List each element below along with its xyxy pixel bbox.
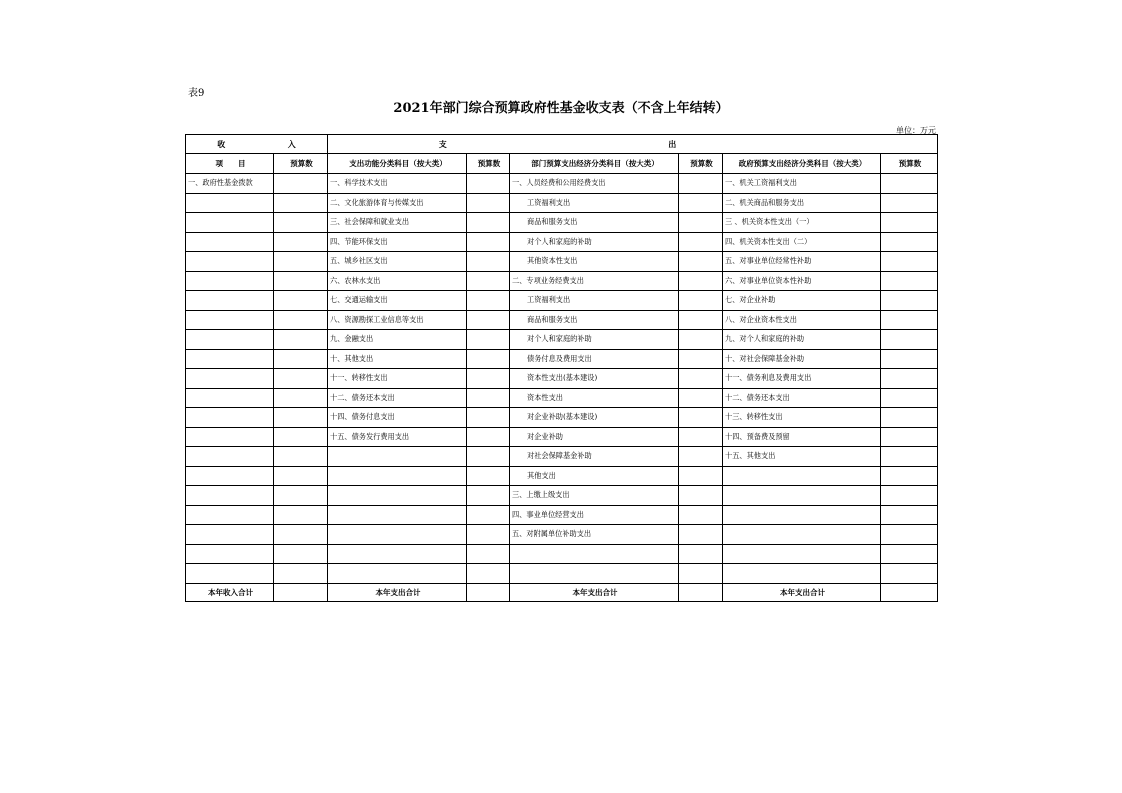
- gov-budget-cell: [881, 427, 938, 447]
- gov-budget-cell: [881, 525, 938, 545]
- gov-item-cell: 五、对事业单位经常性补助: [723, 252, 881, 272]
- func-item-cell: [328, 486, 467, 506]
- income-budget-cell: [274, 330, 328, 350]
- unit-label: 单位：万元: [896, 126, 936, 135]
- func-item-cell: 十四、债务付息支出: [328, 408, 467, 428]
- table-row: [186, 525, 938, 545]
- table-row: [186, 252, 938, 272]
- column-header-row: [186, 154, 938, 174]
- gov-budget-cell: [881, 232, 938, 252]
- func-item-cell: 六、农林水支出: [328, 271, 467, 291]
- dept-budget-cell: [679, 388, 723, 408]
- table-row: [186, 232, 938, 252]
- gov-item-cell: [723, 525, 881, 545]
- gov-item-cell: 一、机关工资福利支出: [723, 174, 881, 194]
- func-budget-cell: [467, 466, 510, 486]
- func-item-cell: 十二、债务还本支出: [328, 388, 467, 408]
- income-item-cell: [186, 349, 274, 369]
- table-row: [186, 466, 938, 486]
- dept-budget-cell: [679, 291, 723, 311]
- func-item-cell: [328, 564, 467, 584]
- func-budget-cell: [467, 213, 510, 233]
- func-budget-cell: [467, 232, 510, 252]
- income-budget-cell: [274, 369, 328, 389]
- income-item-cell: [186, 271, 274, 291]
- dept-budget-cell: [679, 349, 723, 369]
- func-item-cell: 二、文化旅游体育与传媒支出: [328, 193, 467, 213]
- gov-budget-cell: [881, 291, 938, 311]
- income-item-cell: [186, 564, 274, 584]
- income-budget-cell: [274, 388, 328, 408]
- dept-item-cell: [510, 564, 679, 584]
- func-budget-cell: [467, 447, 510, 467]
- income-item-cell: [186, 447, 274, 467]
- income-item-cell: [186, 505, 274, 525]
- table-row: [186, 330, 938, 350]
- income-item-cell: [186, 427, 274, 447]
- col-header-budget-4: 预算数: [881, 154, 938, 174]
- col-header-dept-econ: 部门预算支出经济分类科目（按大类）: [510, 154, 679, 174]
- gov-item-cell: 十二、债务还本支出: [723, 388, 881, 408]
- income-item-cell: [186, 193, 274, 213]
- gov-total-value: [881, 583, 938, 601]
- func-item-cell: [328, 525, 467, 545]
- table-row: [186, 193, 938, 213]
- func-budget-cell: [467, 193, 510, 213]
- gov-budget-cell: [881, 252, 938, 272]
- gov-item-cell: 三 、机关资本性支出（一）: [723, 213, 881, 233]
- func-item-cell: [328, 447, 467, 467]
- func-budget-cell: [467, 486, 510, 506]
- col-header-budget-2: 预算数: [467, 154, 510, 174]
- expense-header-char-1: 支: [438, 139, 447, 149]
- dept-budget-cell: [679, 310, 723, 330]
- income-budget-cell: [274, 564, 328, 584]
- header-row-group: [186, 135, 938, 154]
- dept-item-cell: 对企业补助: [510, 427, 679, 447]
- total-row: [186, 583, 938, 601]
- income-budget-cell: [274, 408, 328, 428]
- dept-budget-cell: [679, 271, 723, 291]
- dept-total-label: 本年支出合计: [510, 583, 679, 601]
- dept-budget-cell: [679, 486, 723, 506]
- func-budget-cell: [467, 291, 510, 311]
- table-row: [186, 408, 938, 428]
- dept-item-cell: 四、事业单位经营支出: [510, 505, 679, 525]
- func-item-cell: 四、节能环保支出: [328, 232, 467, 252]
- income-item-cell: [186, 544, 274, 564]
- dept-item-cell: 一、人员经费和公用经费支出: [510, 174, 679, 194]
- func-item-cell: 三、社会保障和就业支出: [328, 213, 467, 233]
- gov-budget-cell: [881, 349, 938, 369]
- func-budget-cell: [467, 408, 510, 428]
- income-budget-cell: [274, 486, 328, 506]
- func-total-value: [467, 583, 510, 601]
- dept-budget-cell: [679, 505, 723, 525]
- gov-item-cell: 二、机关商品和服务支出: [723, 193, 881, 213]
- func-budget-cell: [467, 349, 510, 369]
- income-budget-cell: [274, 447, 328, 467]
- dept-item-cell: 资本性支出(基本建设): [510, 369, 679, 389]
- income-header-char-1: 收: [217, 139, 226, 149]
- income-item-cell: [186, 388, 274, 408]
- income-budget-cell: [274, 505, 328, 525]
- dept-item-cell: 债务付息及费用支出: [510, 349, 679, 369]
- func-budget-cell: [467, 525, 510, 545]
- dept-item-cell: 其他支出: [510, 466, 679, 486]
- gov-budget-cell: [881, 310, 938, 330]
- dept-total-value: [679, 583, 723, 601]
- gov-item-cell: 十五、其他支出: [723, 447, 881, 467]
- gov-budget-cell: [881, 369, 938, 389]
- income-item-cell: [186, 408, 274, 428]
- dept-item-cell: 资本性支出: [510, 388, 679, 408]
- income-budget-cell: [274, 466, 328, 486]
- dept-budget-cell: [679, 252, 723, 272]
- func-budget-cell: [467, 252, 510, 272]
- table-row: [186, 271, 938, 291]
- col-header-budget-3: 预算数: [679, 154, 723, 174]
- table-row: [186, 213, 938, 233]
- income-total-value: [274, 583, 328, 601]
- dept-item-cell: 工资福利支出: [510, 193, 679, 213]
- table-row: [186, 310, 938, 330]
- table-number: 表9: [188, 88, 205, 99]
- dept-item-cell: 对企业补助(基本建设): [510, 408, 679, 428]
- func-budget-cell: [467, 271, 510, 291]
- gov-budget-cell: [881, 505, 938, 525]
- income-budget-cell: [274, 291, 328, 311]
- income-item-cell: [186, 213, 274, 233]
- col-header-gov-econ: 政府预算支出经济分类科目（按大类）: [723, 154, 881, 174]
- func-item-cell: [328, 544, 467, 564]
- dept-budget-cell: [679, 174, 723, 194]
- dept-budget-cell: [679, 213, 723, 233]
- table-row: [186, 447, 938, 467]
- gov-item-cell: 四、机关资本性支出（二）: [723, 232, 881, 252]
- gov-budget-cell: [881, 486, 938, 506]
- table-row: [186, 174, 938, 194]
- dept-item-cell: 商品和服务支出: [510, 213, 679, 233]
- income-item-cell: [186, 252, 274, 272]
- gov-item-cell: 九、对个人和家庭的补助: [723, 330, 881, 350]
- dept-budget-cell: [679, 427, 723, 447]
- gov-budget-cell: [881, 330, 938, 350]
- gov-item-cell: 六、对事业单位资本性补助: [723, 271, 881, 291]
- income-item-cell: [186, 486, 274, 506]
- dept-item-cell: 商品和服务支出: [510, 310, 679, 330]
- gov-budget-cell: [881, 447, 938, 467]
- dept-item-cell: 工资福利支出: [510, 291, 679, 311]
- income-item-cell: [186, 369, 274, 389]
- gov-item-cell: [723, 466, 881, 486]
- table-row: [186, 369, 938, 389]
- gov-budget-cell: [881, 564, 938, 584]
- func-item-cell: 十五、债务发行费用支出: [328, 427, 467, 447]
- gov-budget-cell: [881, 408, 938, 428]
- gov-item-cell: [723, 544, 881, 564]
- dept-item-cell: 其他资本性支出: [510, 252, 679, 272]
- dept-budget-cell: [679, 525, 723, 545]
- func-budget-cell: [467, 427, 510, 447]
- income-item-cell: 一、政府性基金拨款: [186, 174, 274, 194]
- func-budget-cell: [467, 369, 510, 389]
- func-budget-cell: [467, 174, 510, 194]
- func-budget-cell: [467, 505, 510, 525]
- table-row: [186, 486, 938, 506]
- dept-budget-cell: [679, 466, 723, 486]
- income-group-header: [186, 135, 328, 154]
- dept-item-cell: 五、对附属单位补助支出: [510, 525, 679, 545]
- func-item-cell: 九、金融支出: [328, 330, 467, 350]
- income-item-cell: [186, 232, 274, 252]
- gov-budget-cell: [881, 466, 938, 486]
- gov-budget-cell: [881, 174, 938, 194]
- table-row: [186, 564, 938, 584]
- func-item-cell: [328, 466, 467, 486]
- func-item-cell: 八、资源勘探工业信息等支出: [328, 310, 467, 330]
- dept-budget-cell: [679, 408, 723, 428]
- col-header-func-class: 支出功能分类科目（按大类）: [328, 154, 467, 174]
- income-header-char-2: 入: [287, 139, 296, 149]
- dept-item-cell: 对社会保障基金补助: [510, 447, 679, 467]
- income-budget-cell: [274, 271, 328, 291]
- dept-budget-cell: [679, 447, 723, 467]
- table-row: [186, 544, 938, 564]
- gov-item-cell: [723, 505, 881, 525]
- gov-item-cell: [723, 486, 881, 506]
- table-row: [186, 505, 938, 525]
- gov-budget-cell: [881, 388, 938, 408]
- income-budget-cell: [274, 213, 328, 233]
- func-item-cell: [328, 505, 467, 525]
- dept-budget-cell: [679, 330, 723, 350]
- func-budget-cell: [467, 544, 510, 564]
- gov-item-cell: 十、对社会保障基金补助: [723, 349, 881, 369]
- income-item-cell: [186, 466, 274, 486]
- gov-item-cell: 十三、转移性支出: [723, 408, 881, 428]
- gov-budget-cell: [881, 544, 938, 564]
- gov-item-cell: 七、对企业补助: [723, 291, 881, 311]
- budget-table: [185, 134, 938, 602]
- func-item-cell: 五、城乡社区支出: [328, 252, 467, 272]
- income-item-cell: [186, 525, 274, 545]
- expense-group-header: [328, 135, 938, 154]
- dept-item-cell: 二、专项业务经费支出: [510, 271, 679, 291]
- income-item-cell: [186, 310, 274, 330]
- func-budget-cell: [467, 310, 510, 330]
- dept-budget-cell: [679, 232, 723, 252]
- table-row: [186, 388, 938, 408]
- gov-total-label: 本年支出合计: [723, 583, 881, 601]
- func-budget-cell: [467, 564, 510, 584]
- func-item-cell: 一、科学技术支出: [328, 174, 467, 194]
- func-budget-cell: [467, 330, 510, 350]
- income-item-cell: [186, 291, 274, 311]
- col-header-item: 项 目: [186, 154, 274, 174]
- gov-item-cell: 十一、债务利息及费用支出: [723, 369, 881, 389]
- dept-budget-cell: [679, 564, 723, 584]
- dept-budget-cell: [679, 544, 723, 564]
- income-budget-cell: [274, 310, 328, 330]
- expense-header-char-2: 出: [668, 139, 677, 149]
- income-budget-cell: [274, 427, 328, 447]
- func-item-cell: 十、其他支出: [328, 349, 467, 369]
- func-total-label: 本年支出合计: [328, 583, 467, 601]
- gov-budget-cell: [881, 213, 938, 233]
- income-item-cell: [186, 330, 274, 350]
- dept-item-cell: 三、上缴上级支出: [510, 486, 679, 506]
- income-budget-cell: [274, 544, 328, 564]
- gov-item-cell: [723, 564, 881, 584]
- income-total-label: 本年收入合计: [186, 583, 274, 601]
- dept-budget-cell: [679, 193, 723, 213]
- income-budget-cell: [274, 174, 328, 194]
- dept-item-cell: 对个人和家庭的补助: [510, 232, 679, 252]
- income-budget-cell: [274, 252, 328, 272]
- gov-item-cell: 十四、预备费及预留: [723, 427, 881, 447]
- func-item-cell: 七、交通运输支出: [328, 291, 467, 311]
- dept-item-cell: 对个人和家庭的补助: [510, 330, 679, 350]
- gov-item-cell: 八、对企业资本性支出: [723, 310, 881, 330]
- table-row: [186, 291, 938, 311]
- func-budget-cell: [467, 388, 510, 408]
- func-item-cell: 十一、转移性支出: [328, 369, 467, 389]
- income-budget-cell: [274, 525, 328, 545]
- income-budget-cell: [274, 193, 328, 213]
- dept-budget-cell: [679, 369, 723, 389]
- income-budget-cell: [274, 349, 328, 369]
- page-title: 2021年部门综合预算政府性基金收支表（不含上年结转）: [393, 101, 729, 116]
- table-row: [186, 349, 938, 369]
- table-row: [186, 427, 938, 447]
- col-header-budget-1: 预算数: [274, 154, 328, 174]
- gov-budget-cell: [881, 271, 938, 291]
- income-budget-cell: [274, 232, 328, 252]
- gov-budget-cell: [881, 193, 938, 213]
- dept-item-cell: [510, 544, 679, 564]
